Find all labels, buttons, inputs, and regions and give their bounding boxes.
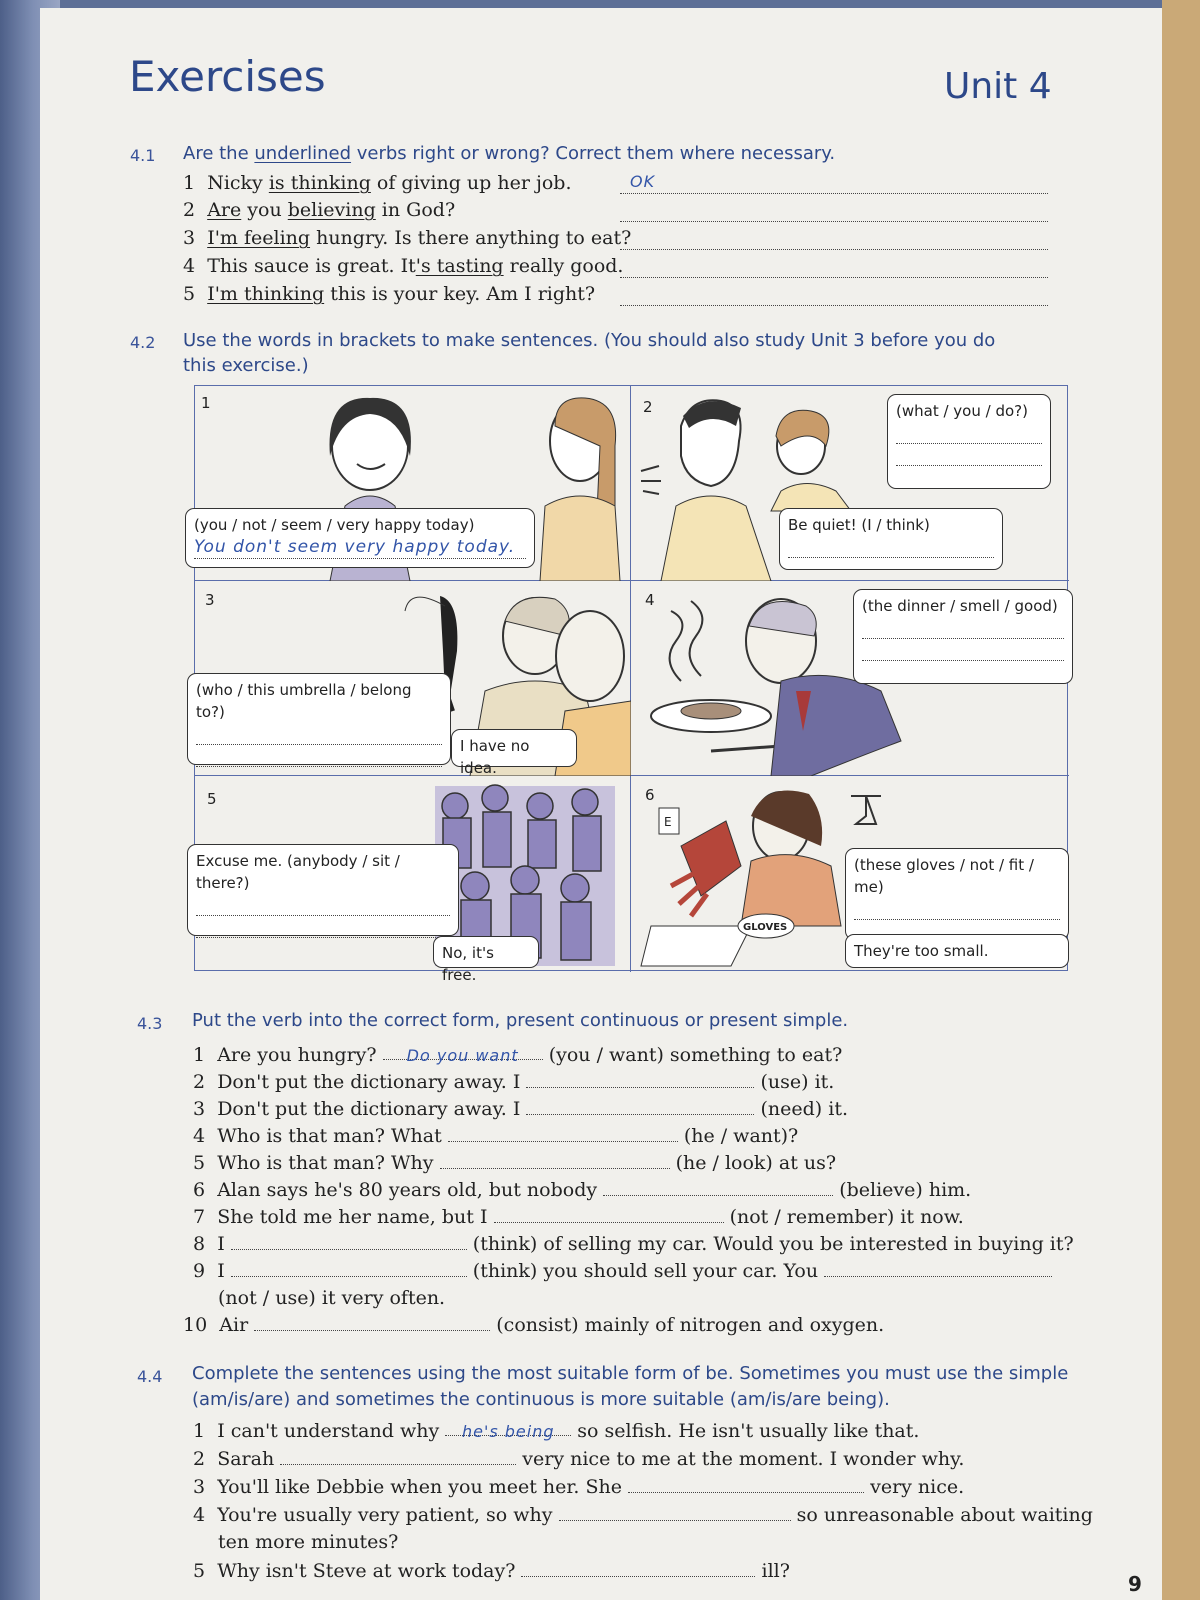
answer-blank[interactable] (620, 226, 1048, 250)
answer-blank[interactable] (620, 198, 1048, 222)
answer-line[interactable] (896, 422, 1042, 444)
picture-panel-2: 2 (what / you / do?) Be quiet! (I / think) (631, 386, 1069, 581)
exercise-item-continued: ten more minutes? (218, 1531, 399, 1553)
unit-label: Unit 4 (944, 66, 1052, 107)
speech-bubble: (the dinner / smell / good) (853, 589, 1073, 684)
answer-line[interactable] (196, 916, 450, 938)
handwritten-answer: he's being (461, 1422, 555, 1441)
answer-line[interactable] (896, 444, 1042, 466)
speech-bubble: No, it's free. (433, 936, 539, 968)
exercise-item: 6 Alan says he's 80 years old, but nobody (believe) him. (193, 1179, 972, 1201)
exercise-item: 2 Sarah very nice to me at the moment. I wonder why. (193, 1448, 965, 1470)
exercise-instruction: this exercise.) (183, 355, 309, 376)
handwritten-answer: Do you want (406, 1046, 519, 1065)
exercise-item: 2 Don't put the dictionary away. I (use) it. (193, 1071, 835, 1093)
answer-blank[interactable] (620, 254, 1048, 278)
exercise-instruction: Are the underlined verbs right or wrong? Correct them where necessary. (183, 143, 836, 164)
answer-line[interactable] (196, 723, 442, 745)
picture-panel-3: 3 (who / this umbrella / belong to?) I have no idea. (195, 581, 631, 776)
answer-blank[interactable] (603, 1180, 833, 1196)
sign-letter: E (664, 815, 672, 829)
exercise-item: 4 Who is that man? What (he / want)? (193, 1125, 799, 1147)
exercise-instruction: Put the verb into the correct form, present continuous or present simple. (192, 1010, 849, 1031)
answer-blank[interactable] (824, 1261, 1052, 1277)
answer-line[interactable] (862, 639, 1064, 661)
exercise-item: 1 Nicky is thinking of giving up her job. (183, 172, 572, 194)
exercise-instruction: (am/is/are) and sometimes the continuous is more suitable (am/is/are being). (192, 1389, 890, 1410)
speech-bubble: (these gloves / not / fit / me) (845, 848, 1069, 940)
picture-panel-4: 4 (the dinner / smell / good) (631, 581, 1069, 776)
speech-bubble: Be quiet! (I / think) (779, 508, 1003, 570)
exercise-item: 10 Air (consist) mainly of nitrogen and oxygen. (183, 1314, 885, 1336)
answer-blank[interactable] (559, 1505, 791, 1521)
answer-line[interactable] (854, 898, 1060, 920)
answer-blank[interactable] (521, 1561, 755, 1577)
handwritten-answer: You don't seem very happy today. (194, 536, 526, 559)
answer-blank[interactable] (231, 1234, 467, 1250)
answer-blank[interactable] (628, 1477, 864, 1493)
exercise-instruction: Use the words in brackets to make sentences. (You should also study Unit 3 before you do (183, 330, 996, 351)
speech-bubble: (who / this umbrella / belong to?) (187, 673, 451, 765)
picture-panel-1: 1 (you / not / seem / very happy today) You don't seem very happy today. (195, 386, 631, 581)
exercise-number: 4.3 (137, 1014, 163, 1033)
answer-blank[interactable] (620, 282, 1048, 306)
gloves-sign: GLOVES (743, 922, 788, 933)
exercise-item: 7 She told me her name, but I (not / remember) it now. (193, 1206, 964, 1228)
exercise-item: 9 I (think) you should sell your car. You (193, 1260, 1052, 1282)
answer-blank[interactable] (231, 1261, 467, 1277)
exercise-item: 3 Don't put the dictionary away. I (need) it. (193, 1098, 848, 1120)
answer-blank[interactable] (620, 170, 1048, 194)
speech-bubble: I have no idea. (451, 729, 577, 767)
page-number: 9 (1128, 1572, 1142, 1596)
exercise-item: 3 You'll like Debbie when you meet her. She very nice. (193, 1476, 965, 1498)
exercise-item: 5 Who is that man? Why (he / look) at us? (193, 1152, 837, 1174)
exercise-item: 1 I can't understand why he's being so selfish. He isn't usually like that. (193, 1420, 920, 1442)
exercise-item: 8 I (think) of selling my car. Would you be interested in buying it? (193, 1233, 1074, 1255)
answer-blank[interactable] (383, 1044, 543, 1065)
page-title: Exercises (129, 52, 326, 101)
exercise-item: 5 I'm thinking this is your key. Am I right? (183, 283, 596, 305)
exercise-item: 2 Are you believing in God? (183, 199, 456, 221)
exercise-instruction: Complete the sentences using the most suitable form of be. Sometimes you must use the simple (192, 1363, 1069, 1384)
answer-blank[interactable] (440, 1153, 670, 1169)
speech-bubble: (what / you / do?) (887, 394, 1051, 489)
exercise-number: 4.2 (130, 333, 156, 352)
picture-panel-6: 6 E GLOVES (these gloves / not / fit / me) They're too small. (631, 776, 1069, 972)
answer-blank[interactable] (526, 1099, 754, 1115)
answer-line[interactable] (196, 745, 442, 767)
answer-blank[interactable] (526, 1072, 754, 1088)
answer-blank[interactable] (448, 1126, 678, 1142)
answer-blank[interactable] (445, 1420, 571, 1441)
exercise-item: 5 Why isn't Steve at work today? ill? (193, 1560, 790, 1582)
exercise-item-continued: (not / use) it very often. (218, 1287, 446, 1309)
speech-bubble: They're too small. (845, 934, 1069, 968)
workbook-page (40, 8, 1162, 1600)
exercise-number: 4.4 (137, 1367, 163, 1386)
handwritten-answer: OK (630, 172, 656, 191)
table-surface (1162, 0, 1200, 1600)
exercise-number: 4.1 (130, 146, 156, 165)
answer-line[interactable] (788, 536, 994, 558)
picture-panel-5: 5 Excuse me. (anybody / sit / there?) No, it's free. (195, 776, 631, 972)
answer-blank[interactable] (494, 1207, 724, 1223)
answer-blank[interactable] (280, 1449, 516, 1465)
exercise-item: 1 Are you hungry? Do you want (you / want) something to eat? (193, 1044, 843, 1066)
exercise-item: 4 You're usually very patient, so why so unreasonable about waiting (193, 1504, 1093, 1526)
picture-grid (194, 385, 1068, 984)
exercise-item: 3 I'm feeling hungry. Is there anything to eat? (183, 227, 632, 249)
answer-line[interactable] (196, 894, 450, 916)
speech-bubble: (you / not / seem / very happy today) You don't seem very happy today. (185, 508, 535, 568)
exercise-item: 4 This sauce is great. It's tasting really good. (183, 255, 624, 277)
answer-blank[interactable] (254, 1315, 490, 1331)
answer-line[interactable] (862, 617, 1064, 639)
speech-bubble: Excuse me. (anybody / sit / there?) (187, 844, 459, 936)
